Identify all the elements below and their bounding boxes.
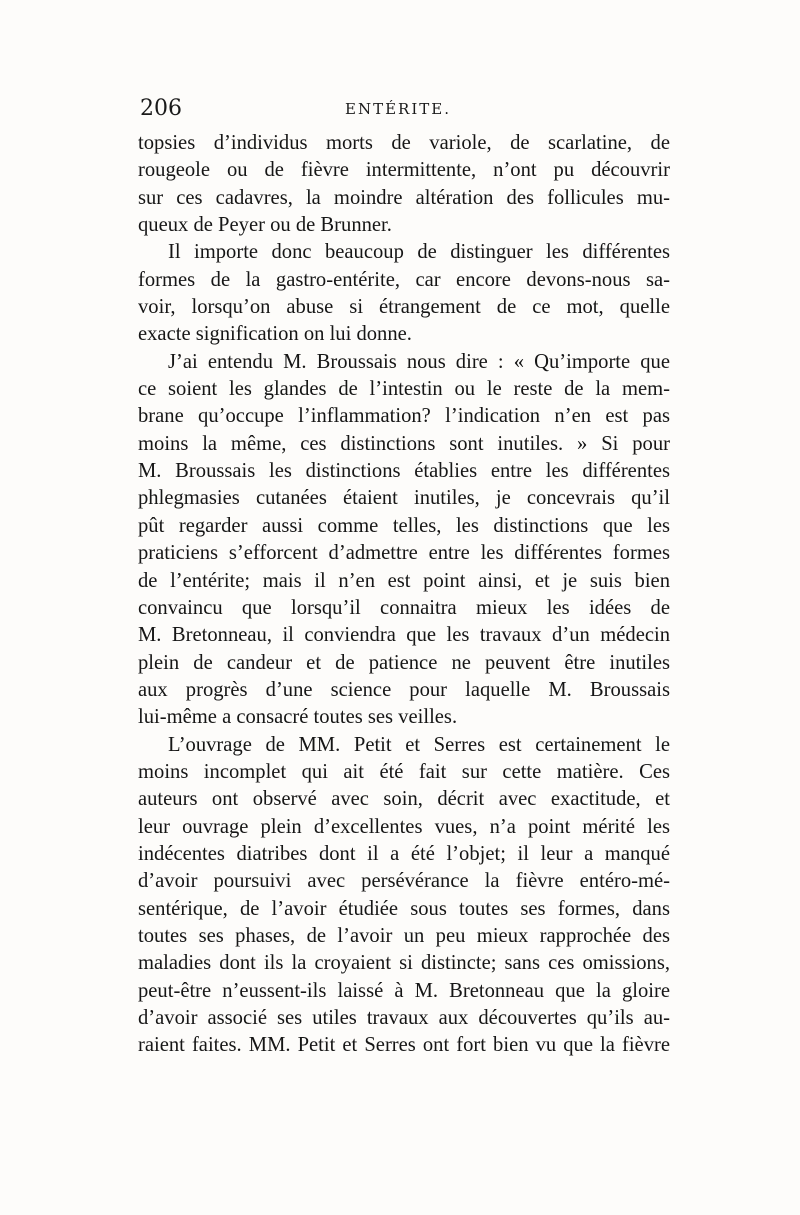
text-line: maladies dont ils la croyaient si distincte; sans ces omissions, [138,952,670,975]
text-line: rougeole ou de fièvre intermittente, n’ont pu découvrir [138,159,670,182]
text-line: pût regarder aussi comme telles, les distinctions que les [138,514,670,537]
text-line: moins incomplet qui ait été fait sur cette matière. Ces [138,760,670,783]
text-line: sur ces cadavres, la moindre altération des follicules mu- [138,186,670,209]
text-line: queux de Peyer ou de Brunner. [138,214,392,237]
page-number: 206 [140,96,182,121]
text-line: toutes ses phases, de l’avoir un peu mieux rapprochée des [138,924,670,947]
text-line: raient faites. MM. Petit et Serres ont fort bien vu que la fièvre [138,1034,670,1057]
text-line: lui-même a consacré toutes ses veilles. [138,706,458,729]
text-line: L’ouvrage de MM. Petit et Serres est certainement le [168,733,670,756]
text-line: voir, lorsqu’on abuse si étrangement de ce mot, quelle [138,296,670,319]
text-line: M. Bretonneau, il conviendra que les travaux d’un médecin [138,624,670,647]
running-head: ENTÉRITE. [345,100,451,118]
text-line: peut-être n’eussent-ils laissé à M. Bretonneau que la gloire [138,979,670,1002]
text-line: sentérique, de l’avoir étudiée sous toutes ses formes, dans [138,897,670,920]
text-line: auteurs ont observé avec soin, décrit avec exactitude, et [138,788,670,811]
text-line: M. Broussais les distinctions établies entre les différentes [138,460,670,483]
text-line: J’ai entendu M. Broussais nous dire : « Qu’importe que [168,350,670,373]
text-line: phlegmasies cutanées étaient inutiles, je concevrais qu’il [138,487,670,510]
text-line: indécentes diatribes dont il a été l’objet; il leur a manqué [138,842,670,865]
text-line: leur ouvrage plein d’excellentes vues, n’a point mérité les [138,815,670,838]
page-header [140,96,668,126]
text-line: ce soient les glandes de l’intestin ou le reste de la mem- [138,378,670,401]
text-line: formes de la gastro-entérite, car encore devons-nous sa- [138,268,670,291]
text-line: plein de candeur et de patience ne peuvent être inutiles [138,651,670,674]
text-line: convaincu que lorsqu’il connaitra mieux les idées de [138,596,670,619]
body-text [138,130,670,1060]
text-line: de l’entérite; mais il n’en est point ainsi, et je suis bien [138,569,670,592]
text-line: d’avoir poursuivi avec persévérance la fièvre entéro-mé- [138,870,670,893]
text-line: aux progrès d’une science pour laquelle M. Broussais [138,678,670,701]
text-line: praticiens s’efforcent d’admettre entre les différentes formes [138,542,670,565]
text-line: d’avoir associé ses utiles travaux aux découvertes qu’ils au- [138,1007,670,1029]
text-line: brane qu’occupe l’inflammation? l’indication n’en est pas [138,405,670,428]
text-line: Il importe donc beaucoup de distinguer les différentes [168,241,670,264]
text-line: exacte signification on lui donne. [138,323,412,346]
text-line: moins la même, ces distinctions sont inutiles. » Si pour [138,432,670,455]
text-line: topsies d’individus morts de variole, de scarlatine, de [138,132,670,154]
